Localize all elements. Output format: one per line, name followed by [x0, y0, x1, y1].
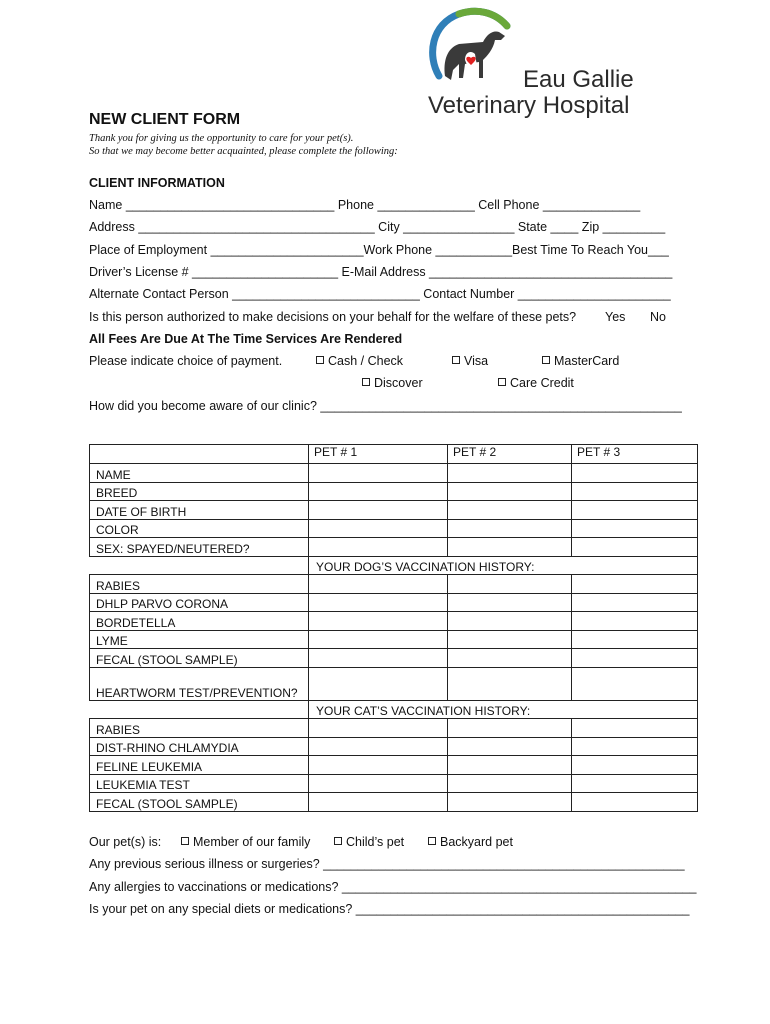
pet-2-cell[interactable] — [448, 612, 572, 631]
row-label: HEARTWORM TEST/PREVENTION? — [90, 667, 309, 700]
pets-table — [89, 444, 698, 812]
checkbox-icon — [498, 378, 506, 386]
checkbox-icon — [428, 837, 436, 845]
table-row — [90, 719, 698, 738]
checkbox-icon — [181, 837, 189, 845]
checkbox-icon — [334, 837, 342, 845]
pet-3-cell[interactable] — [572, 593, 698, 612]
pet-2-header: PET # 2 — [448, 445, 572, 464]
alternate-contact-field[interactable]: Alternate Contact Person ___________________________ Contact Number ______________________ — [89, 287, 671, 301]
table-row — [90, 482, 698, 501]
pet-3-cell[interactable] — [572, 774, 698, 793]
pet-3-cell[interactable] — [572, 482, 698, 501]
pet-3-cell[interactable] — [572, 519, 698, 538]
row-label: SEX: SPAYED/NEUTERED? — [90, 538, 309, 557]
pet-2-cell[interactable] — [448, 737, 572, 756]
clinic-awareness-field[interactable]: How did you become aware of our clinic? ____________________________________________________ — [89, 399, 682, 413]
pet-2-cell[interactable] — [448, 464, 572, 483]
pet-1-cell[interactable] — [309, 667, 448, 700]
table-row — [90, 445, 698, 464]
checkbox-icon — [316, 356, 324, 364]
form-title: NEW CLIENT FORM — [89, 111, 241, 128]
authorized-no-option[interactable]: No — [650, 310, 666, 324]
pet-1-cell[interactable] — [309, 501, 448, 520]
name-phone-field[interactable]: Name ______________________________ Phone ______________ Cell Phone ______________ — [89, 198, 641, 212]
illness-field[interactable]: Any previous serious illness or surgeries? ____________________________________________________ — [89, 857, 685, 871]
table-row — [90, 556, 698, 575]
pet-2-cell[interactable] — [448, 593, 572, 612]
pet-1-cell[interactable] — [309, 630, 448, 649]
table-row — [90, 501, 698, 520]
table-row — [90, 774, 698, 793]
pet-3-cell[interactable] — [572, 464, 698, 483]
table-row — [90, 464, 698, 483]
clinic-logo — [420, 6, 650, 126]
pet-2-cell[interactable] — [448, 501, 572, 520]
pet-1-cell[interactable] — [309, 737, 448, 756]
table-row — [90, 756, 698, 775]
row-label: COLOR — [90, 519, 309, 538]
pet-3-cell[interactable] — [572, 630, 698, 649]
allergies-field[interactable]: Any allergies to vaccinations or medications? ___________________________________________________ — [89, 880, 697, 894]
table-row — [90, 793, 698, 812]
pet-3-cell[interactable] — [572, 667, 698, 700]
fees-notice: All Fees Are Due At The Time Services Are Rendered — [89, 332, 403, 346]
pet-3-cell[interactable] — [572, 793, 698, 812]
clinic-name-line2: Veterinary Hospital — [428, 92, 630, 119]
pet-type-family[interactable]: Member of our family — [181, 835, 310, 849]
row-label: DIST-RHINO CHLAMYDIA — [90, 737, 309, 756]
pet-2-cell[interactable] — [448, 575, 572, 594]
client-info-heading: CLIENT INFORMATION — [89, 176, 225, 190]
pet-2-cell[interactable] — [448, 519, 572, 538]
pet-1-cell[interactable] — [309, 482, 448, 501]
pet-3-cell[interactable] — [572, 719, 698, 738]
row-label: FECAL (STOOL SAMPLE) — [90, 793, 309, 812]
checkbox-icon — [362, 378, 370, 386]
row-label: LEUKEMIA TEST — [90, 774, 309, 793]
pet-3-cell[interactable] — [572, 501, 698, 520]
pet-1-cell[interactable] — [309, 774, 448, 793]
table-row — [90, 667, 698, 700]
row-label: BORDETELLA — [90, 612, 309, 631]
employment-field[interactable]: Place of Employment ______________________Work Phone ___________Best Time To Reach You___ — [89, 243, 669, 257]
pet-3-cell[interactable] — [572, 538, 698, 557]
payment-prompt: Please indicate choice of payment. — [89, 354, 283, 368]
pet-2-cell[interactable] — [448, 482, 572, 501]
row-label: NAME — [90, 464, 309, 483]
pet-2-cell[interactable] — [448, 649, 572, 668]
pet-type-child[interactable]: Child’s pet — [334, 835, 404, 849]
dog-vaccination-heading: YOUR DOG’S VACCINATION HISTORY: — [309, 556, 698, 575]
pet-1-cell[interactable] — [309, 464, 448, 483]
row-label: DATE OF BIRTH — [90, 501, 309, 520]
intro-line-1: Thank you for giving us the opportunity to care for your pet(s). — [89, 133, 354, 144]
payment-option-mastercard[interactable]: MasterCard — [542, 354, 619, 368]
pet-1-cell[interactable] — [309, 612, 448, 631]
row-label: DHLP PARVO CORONA — [90, 593, 309, 612]
authorized-question: Is this person authorized to make decisions on your behalf for the welfare of these pets? — [89, 310, 577, 324]
pet-1-cell[interactable] — [309, 593, 448, 612]
pet-3-cell[interactable] — [572, 737, 698, 756]
pet-3-cell[interactable] — [572, 649, 698, 668]
pet-2-cell[interactable] — [448, 538, 572, 557]
pet-2-cell[interactable] — [448, 756, 572, 775]
table-row — [90, 630, 698, 649]
diets-field[interactable]: Is your pet on any special diets or medications? ________________________________________________ — [89, 902, 690, 916]
pet-1-header: PET # 1 — [309, 445, 448, 464]
table-row — [90, 737, 698, 756]
row-label: LYME — [90, 630, 309, 649]
pet-3-header: PET # 3 — [572, 445, 698, 464]
table-row — [90, 593, 698, 612]
checkbox-icon — [452, 356, 460, 364]
pet-1-cell[interactable] — [309, 793, 448, 812]
table-row — [90, 612, 698, 631]
address-field[interactable]: Address __________________________________ City ________________ State ____ Zip _________ — [89, 220, 666, 234]
pet-1-cell[interactable] — [309, 719, 448, 738]
payment-option-visa[interactable]: Visa — [452, 354, 488, 368]
pet-3-cell[interactable] — [572, 612, 698, 631]
pet-3-cell[interactable] — [572, 575, 698, 594]
table-row — [90, 538, 698, 557]
pet-2-cell[interactable] — [448, 630, 572, 649]
table-row — [90, 519, 698, 538]
pet-2-cell[interactable] — [448, 774, 572, 793]
license-email-field[interactable]: Driver’s License # _____________________ E-Mail Address ___________________________________ — [89, 265, 673, 279]
pet-type-prompt: Our pet(s) is: — [89, 835, 162, 849]
payment-option-care-credit[interactable]: Care Credit — [498, 376, 574, 390]
cat-vaccination-heading: YOUR CAT’S VACCINATION HISTORY: — [309, 700, 698, 719]
pet-2-cell[interactable] — [448, 793, 572, 812]
row-label: FELINE LEUKEMIA — [90, 756, 309, 775]
intro-line-2: So that we may become better acquainted, please complete the following: — [89, 146, 398, 157]
table-row — [90, 700, 698, 719]
pet-3-cell[interactable] — [572, 756, 698, 775]
authorized-yes-option[interactable]: Yes — [605, 310, 626, 324]
payment-option-discover[interactable]: Discover — [362, 376, 423, 390]
table-row — [90, 575, 698, 594]
pet-1-cell[interactable] — [309, 575, 448, 594]
clinic-name-line1: Eau Gallie — [523, 66, 634, 93]
pet-1-cell[interactable] — [309, 538, 448, 557]
payment-option-cash-check[interactable]: Cash / Check — [316, 354, 403, 368]
row-label: RABIES — [90, 719, 309, 738]
pet-1-cell[interactable] — [309, 649, 448, 668]
table-row — [90, 649, 698, 668]
row-label: FECAL (STOOL SAMPLE) — [90, 649, 309, 668]
row-label: RABIES — [90, 575, 309, 594]
checkbox-icon — [542, 356, 550, 364]
pet-2-cell[interactable] — [448, 667, 572, 700]
pet-2-cell[interactable] — [448, 719, 572, 738]
row-label: BREED — [90, 482, 309, 501]
dog-and-cat-logo-icon — [425, 6, 515, 94]
pet-type-backyard[interactable]: Backyard pet — [428, 835, 513, 849]
pet-1-cell[interactable] — [309, 756, 448, 775]
pet-1-cell[interactable] — [309, 519, 448, 538]
